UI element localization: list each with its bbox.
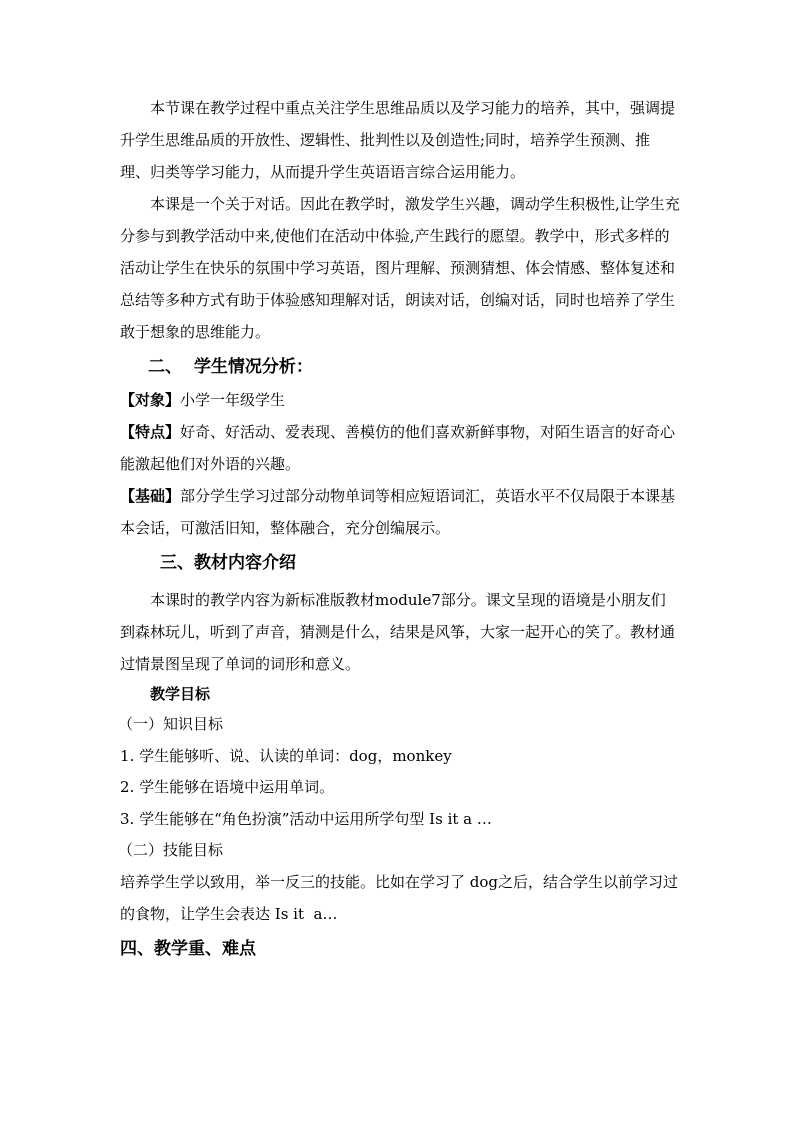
paragraph-materials: 本课时的教学内容为新标准版教材module7部分。课文呈现的语境是小朋友们到森林玩儿，听到了声音，猜测是什么，结果是风筝，大家一起开心的笑了。教材通过情景图呈现了单词的词形和意义。 xyxy=(120,591,676,673)
section-heading-materials: 三、教材内容介绍 xyxy=(160,553,296,573)
student-basis xyxy=(120,480,680,544)
student-object xyxy=(120,384,680,416)
section-heading-student-analysis: 二、 学生情况分析： xyxy=(148,357,313,377)
skill-goals-text: 培养学生学以致用，举一反三的技能。比如在学习了 dog之后，结合学生以前学习过的食物，让学生会表达 Is it a… xyxy=(120,873,679,923)
goals-title: 教学目标 xyxy=(150,685,211,703)
skill-goals-title: （二）技能目标 xyxy=(118,841,224,859)
paragraph-dialogue: 本课是一个关于对话。因此在教学时，激发学生兴趣，调动学生积极性,让学生充分参与到教学活动中来,使他们在活动中体验,产生践行的愿望。教学中，形式多样的活动让学生在快乐的氛围中学习英语，图片理解、预测猜想、体会情感、整体复述和总结等多种方式有助于体验感知理解对话，朗读对话，创编对话，同时也培养了学生敢于想象的思维能力。 xyxy=(120,195,680,341)
basis-label: 【基础】 xyxy=(120,487,181,505)
basis-text: 部分学生学习过部分动物单词等相应短语词汇，英语水平不仅局限于本课基本会话，可激活旧知，整体融合，充分创编展示。 xyxy=(120,487,676,537)
features-text: 好奇、好活动、爱表现、善模仿的他们喜欢新鲜事物，对陌生语言的好奇心能激起他们对外语的兴趣。 xyxy=(120,423,676,473)
knowledge-goal-item: 2. 学生能够在语境中运用单词。 xyxy=(120,778,335,796)
knowledge-goal-item: 1. 学生能够听、说、认读的单词：dog，monkey xyxy=(120,747,452,765)
knowledge-goals-title: （一）知识目标 xyxy=(118,715,224,733)
section-heading-key-points: 四、教学重、难点 xyxy=(120,939,256,959)
student-features xyxy=(120,416,680,480)
features-label: 【特点】 xyxy=(120,423,181,441)
paragraph-intro: 本节课在教学过程中重点关注学生思维品质以及学习能力的培养，其中，强调提升学生思维品质的开放性、逻辑性、批判性以及创造性;同时，培养学生预测、推理、归类等学习能力，从而提升学生英语语言综合运用能力。 xyxy=(120,99,676,181)
object-label: 【对象】 xyxy=(120,391,181,409)
knowledge-goal-item: 3. 学生能够在“角色扮演”活动中运用所学句型 Is it a … xyxy=(120,810,492,828)
object-text: 小学一年级学生 xyxy=(180,391,286,409)
